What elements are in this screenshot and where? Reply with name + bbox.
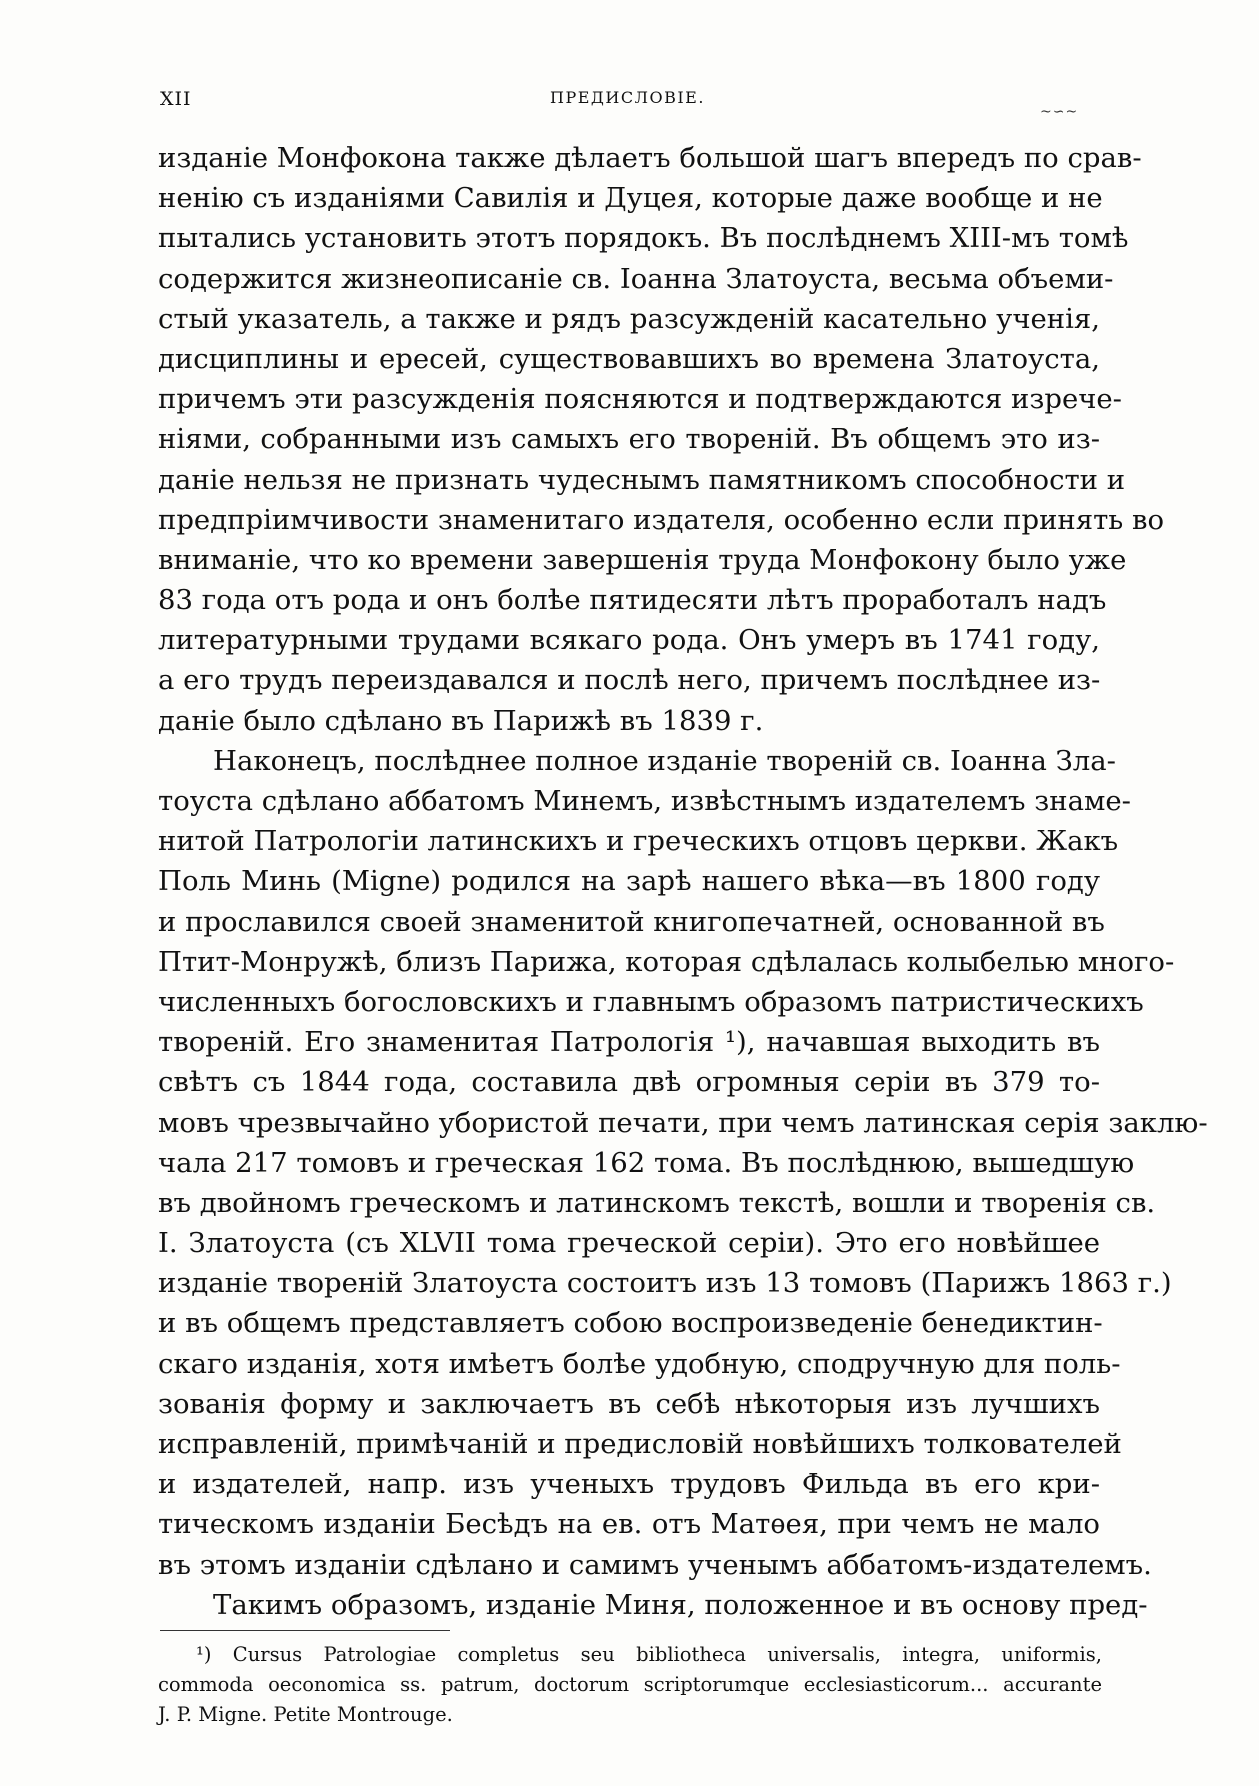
text-line: тическомъ изданіи Бесѣдъ на ев. отъ Матѳея, при чемъ не мало bbox=[158, 1508, 1100, 1541]
text-line: зованія форму и заключаетъ въ себѣ нѣкоторыя изъ лучшихъ bbox=[158, 1387, 1100, 1420]
text-line: даніе нельзя не признать чудеснымъ памятникомъ способности и bbox=[158, 463, 1126, 496]
footnote-line: commoda oeconomica ss. patrum, doctorum scriptorumque ecclesiasticorum... accurante bbox=[158, 1673, 1102, 1696]
text-line: ненію съ изданіями Савилія и Дуцея, которые даже вообще и не bbox=[158, 182, 1103, 215]
text-line: литературными трудами всякаго рода. Онъ умеръ въ 1741 году, bbox=[158, 624, 1100, 657]
text-line: Поль Минь (Migne) родился на зарѣ нашего вѣка—въ 1800 году bbox=[158, 865, 1100, 898]
text-line: въ двойномъ греческомъ и латинскомъ текстѣ, вошли и творенія св. bbox=[158, 1186, 1156, 1219]
text-line: и въ общемъ представляетъ собою воспроизведеніе бенедиктин- bbox=[158, 1307, 1103, 1340]
text-line: и прославился своей знаменитой книгопечатней, основанной въ bbox=[158, 905, 1105, 938]
text-line: І. Златоуста (съ XLVII тома греческой серіи). Это его новѣйшее bbox=[158, 1227, 1100, 1260]
text-line: изданіе Монфокона также дѣлаетъ большой шагъ впередъ по срав- bbox=[158, 142, 1142, 174]
text-line: причемъ эти разсужденія поясняются и подтверждаются изрече- bbox=[158, 383, 1122, 416]
text-line: даніе было сдѣлано въ Парижѣ въ 1839 г. bbox=[158, 704, 764, 737]
text-line: свѣтъ съ 1844 года, составила двѣ огромныя серіи въ 379 то- bbox=[158, 1066, 1100, 1099]
text-line: тоуста сдѣлано аббатомъ Минемъ, извѣстнымъ издателемъ знаме- bbox=[158, 785, 1131, 817]
text-line: скаго изданія, хотя имѣетъ болѣе удобную, сподручную для поль- bbox=[158, 1347, 1121, 1380]
header-ornament: ~∽~ bbox=[1040, 104, 1079, 120]
header-title: ПРЕДИСЛОВІЕ. bbox=[550, 88, 705, 107]
text-line: Такимъ образомъ, изданіе Миня, положенное и въ основу пред- bbox=[213, 1588, 1148, 1621]
text-line: ніями, собранными изъ самыхъ его твореній. Въ общемъ это из- bbox=[158, 423, 1100, 456]
text-line: въ этомъ изданіи сдѣлано и самимъ ученымъ аббатомъ-издателемъ. bbox=[158, 1548, 1152, 1581]
text-line: 83 года отъ рода и онъ болѣе пятидесяти лѣтъ проработалъ надъ bbox=[158, 584, 1107, 617]
text-line: мовъ чрезвычайно убористой печати, при чемъ латинская серія заклю- bbox=[158, 1106, 1208, 1139]
footnote-divider bbox=[160, 1630, 450, 1631]
text-line: а его трудъ переиздавался и послѣ него, причемъ послѣднее из- bbox=[158, 664, 1101, 697]
text-line: содержится жизнеописаніе св. Іоанна Златоуста, весьма объеми- bbox=[158, 262, 1114, 295]
text-line: Птит-Монружѣ, близъ Парижа, которая сдѣлалась колыбелью много- bbox=[158, 945, 1175, 978]
footnote-line: ¹) Cursus Patrologiae completus seu bibliotheca universalis, integra, uniformis, bbox=[196, 1643, 1102, 1666]
page-number: XII bbox=[160, 88, 192, 110]
text-line: исправленій, примѣчаній и предисловій новѣйшихъ толкователей bbox=[158, 1428, 1122, 1460]
text-line: чала 217 томовъ и греческая 162 тома. Въ послѣднюю, вышедшую bbox=[158, 1146, 1135, 1179]
text-line: численныхъ богословскихъ и главнымъ образомъ патристическихъ bbox=[158, 985, 1144, 1018]
text-line: стый указатель, а также и рядъ разсужденій касательно ученія, bbox=[158, 302, 1100, 335]
text-line: Наконецъ, послѣднее полное изданіе твореній св. Іоанна Зла- bbox=[213, 744, 1116, 777]
text-line: пытались установить этотъ порядокъ. Въ послѣднемъ XIII-мъ томѣ bbox=[158, 222, 1129, 255]
running-head bbox=[160, 88, 1100, 118]
text-line: изданіе твореній Златоуста состоитъ изъ 13 томовъ (Парижъ 1863 г.) bbox=[158, 1267, 1172, 1300]
footnote-line: J. P. Migne. Petite Montrouge. bbox=[158, 1703, 453, 1726]
footnote bbox=[158, 1640, 1102, 1730]
text-line: предпріимчивости знаменитаго издателя, особенно если принять во bbox=[158, 503, 1165, 536]
text-line: и издателей, напр. изъ ученыхъ трудовъ Фильда въ его кри- bbox=[158, 1468, 1100, 1501]
main-text bbox=[158, 138, 1208, 1625]
text-line: нитой Патрологіи латинскихъ и греческихъ отцовъ церкви. Жакъ bbox=[158, 825, 1119, 858]
text-line: твореній. Его знаменитая Патрологія ¹), начавшая выходить въ bbox=[158, 1026, 1100, 1059]
text-line: вниманіе, что ко времени завершенія труда Монфокону было уже bbox=[158, 543, 1127, 576]
text-line: дисциплины и ересей, существовавшихъ во времена Златоуста, bbox=[158, 342, 1100, 375]
